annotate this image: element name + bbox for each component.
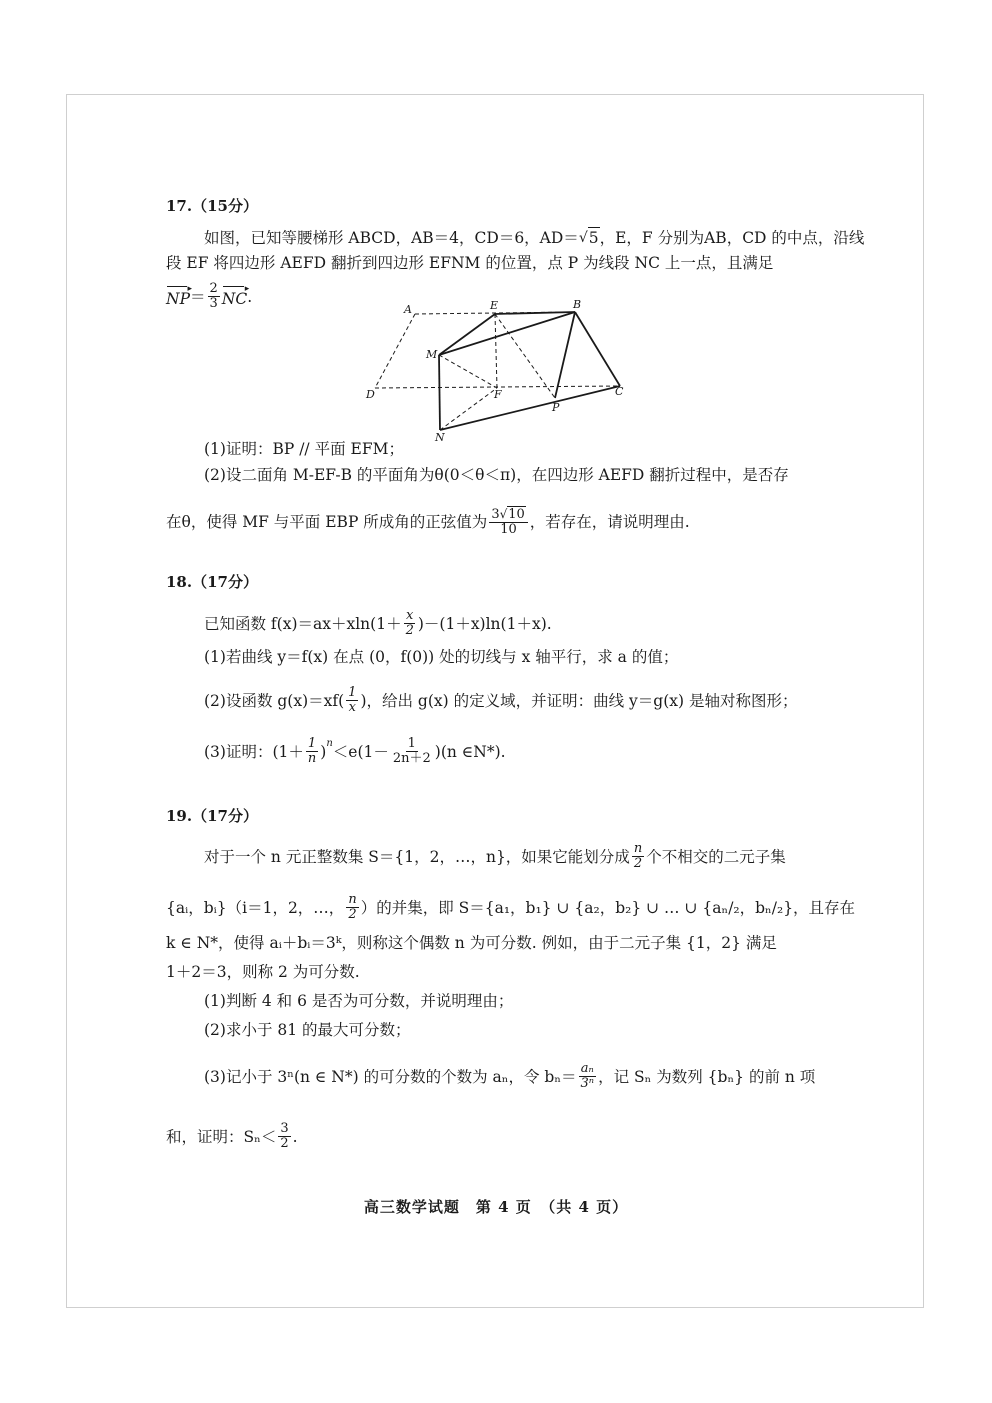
label-F: F [494,388,502,401]
q19-line3: k ∈ N*，使得 aᵢ＋bᵢ＝3ᵏ，则称这个偶数 n 为可分数. 例如，由于二元子集 {1，2} 满足 [166,934,777,952]
q19-last-line: 和，证明：Sₙ＜ $\frac{3}{2}$ . [166,1121,298,1151]
q18-line1: 已知函数 f(x)＝ax＋xln(1＋ $\frac{x}{2}$ )－(1＋x)ln(1＋x). [204,608,552,638]
q18-part1: (1)若曲线 y＝f(x) 在点 (0，f(0)) 处的切线与 x 轴平行，求 a 的值； [204,648,679,666]
label-E: E [490,299,499,312]
page-footer: 高三数学试题 第 4 页 （共 4 页） [363,1198,629,1216]
q17-part2: (2)设二面角 M-EF-B 的平面角为θ(0＜θ＜π)，在四边形 AEFD 翻折过程中，是否存 [204,466,789,484]
label-D: D [366,388,375,401]
q19-line2: {aᵢ，bᵢ}（i＝1，2，…， $\frac{n}{2}$ ）的并集，即 S＝{a₁，b₁} ∪ {a₂，b₂} ∪ … ∪ {aₙ/₂，bₙ/₂}，且存在 [166,892,856,922]
label-M: M [426,348,438,361]
q17-line2: 段 EF 将四边形 AEFD 翻折到四边形 EFNM 的位置，点 P 为线段 NC 上一点，且满足 [166,254,774,272]
label-N: N [435,431,445,444]
trapezoid-fold-figure [360,298,640,446]
q17-header: 17.（15分） [166,197,258,215]
q17-part1: (1)证明：BP // 平面 EFM； [204,440,404,458]
q19-part1: (1)判断 4 和 6 是否为可分数，并说明理由； [204,992,514,1010]
q18-header: 18.（17分） [166,573,258,591]
label-A: A [404,303,412,316]
q19-part3: (3)记小于 3ⁿ(n ∈ N*) 的可分数的个数为 aₙ，令 bₙ＝ $\frac{\text{aₙ}}{\text{3ⁿ}}$ ，记 Sₙ 为数列 {bₙ} 的前 n 项 [204,1061,816,1091]
q18-part3: (3)证明：(1＋ $\frac{1}{n}$ ) $^n$ ＜e(1－ $\frac{1}{2n+2}$ )(n ∈N*). [204,736,506,766]
q17-line1: 如图，已知等腰梯形 ABCD，AB＝4，CD＝6，AD＝ √ 5 ，E，F 分别为AB，CD 的中点，沿线 [204,228,865,247]
q19-header: 19.（17分） [166,807,258,825]
q17-part2-cont: 在θ，使得 MF 与平面 EBP 所成角的正弦值为 $\frac{3√10}{10}$ ，若存在，请说明理由. [166,507,690,537]
label-C: C [615,385,624,398]
q17-line3: NP ▸ ＝ $\frac{2}{3}$ NC ▸ . [166,282,252,311]
q19-part2: (2)求小于 81 的最大可分数； [204,1021,411,1039]
q19-line1: 对于一个 n 元正整数集 S＝{1，2，…，n}，如果它能划分成 $\frac{n}{2}$ 个不相交的二元子集 [204,841,786,871]
q19-line4: 1＋2＝3，则称 2 为可分数. [166,963,360,981]
label-P: P [552,401,560,414]
label-B: B [573,298,582,311]
q18-part2: (2)设函数 g(x)＝xf( $\frac{1}{x}$ )，给出 g(x) 的定义域，并证明：曲线 y＝g(x) 是轴对称图形； [204,685,798,715]
